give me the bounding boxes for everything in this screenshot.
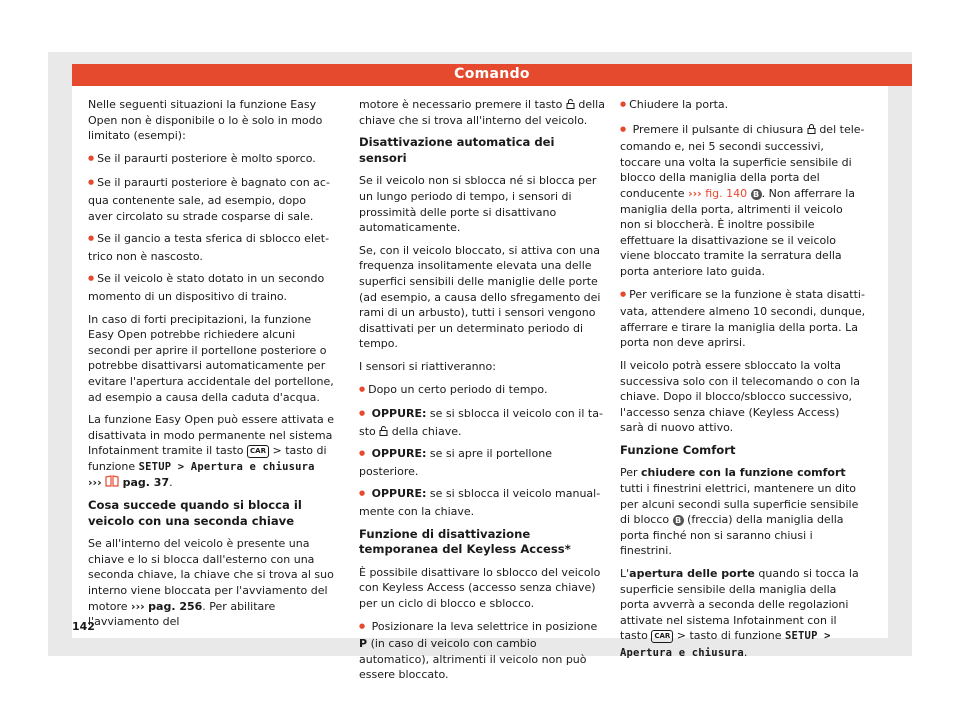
car-key-icon: CAR [247,445,269,458]
section-header [72,64,912,86]
intro-paragraph: Nelle seguenti situazioni la funzione Easy Open non è disponibile o lo è solo in modo limitato (esempi): [88,98,323,143]
text-column-3 [620,97,866,669]
book-icon [105,475,119,487]
rain-paragraph: In caso di forti precipitazioni, la funzione Easy Open potrebbe richiedere alcuni secondi per aprire il portellone posteriore o potrebbe disattivarsi automaticamente per evitare l'apertura accidentale del portellone, ad esempio a causa della caduta d'acqua. [88,312,334,404]
list-item: ● Posizionare la leva selettrice in posizione P (in caso di veicolo con cambio automatico), altrimenti il veicolo non può essere bloccato. [359,619,605,683]
comfort-paragraph: Per chiudere con la funzione comfort tutti i finestrini elettrici, mantenere un dito per alcuni secondi sulla superficie sensibile di blocco B (freccia) della maniglia della porta finché non si saranno chiusi i finestrini. [620,466,859,558]
section-heading: Disattivazione automatica dei sensori [359,135,555,165]
reference-arrow: ››› [131,599,145,613]
sensors-paragraph: Se, con il veicolo bloccato, si attiva con una frequenza insolitamente elevata una delle superfici sensibili delle maniglie delle porte (ad esempio, a causa dello sfregamento dei rami di un arbusto), tutti i sensori vengono disattivati per un determinato periodo di tempo. [359,243,601,351]
reactivate-paragraph: I sensori si riattiveranno: [359,359,496,373]
continued-paragraph: motore è necessario premere il tasto della chiave che si trova all'interno del veicolo. [359,98,605,127]
menu-path: SETUP > Apertura e chiusura [138,460,315,473]
menu-path: SETUP > Apertura e chiusura [620,630,831,659]
list-item: ● Chiudere la porta. [620,97,866,115]
page-reference[interactable]: pag. 256 [148,599,203,613]
list-item: ● OPPURE: se si apre il portellone posteriore. [359,446,605,479]
page-reference[interactable]: pag. 37 [122,476,170,490]
section-heading: Funzione di disattivazione temporanea del Keyless Access* [359,526,571,557]
text-column-1 [88,97,334,637]
lock-icon [807,124,816,134]
callout-b-badge: B [673,515,684,526]
unlock-icon [566,99,575,109]
reference-arrow: ››› [688,186,702,200]
page-number: 142 [72,620,95,633]
list-item: ● OPPURE: se si sblocca il veicolo manualmente con la chiave. [359,486,605,519]
section-heading: Cosa succede quando si blocca il veicolo con una seconda chiave [88,498,302,528]
temp-paragraph: È possibile disattivare lo sblocco del veicolo con Keyless Access (accesso senza chiave) per un ciclo di blocco e sblocco. [359,565,601,611]
list-item: ● Dopo un certo periodo di tempo. [359,382,605,400]
car-key-icon: CAR [651,630,673,643]
section-title: Comando [454,66,530,82]
reference-arrow: ››› [88,476,102,490]
open-paragraph: L'apertura delle porte quando si tocca la superficie sensibile della maniglia della porta avverrà a seconda delle regolazioni attivate nel sistema Infotainment con il tasto CAR > tasto di funzione SETUP > Apertura e chiusura. [620,567,859,659]
auto-paragraph: Se il veicolo non si sblocca né si blocca per un lungo periodo di tempo, i sensori di prossimità delle porte si disattivano automaticamente. [359,174,597,235]
text-column-2 [359,97,605,690]
callout-b-badge: B [751,189,762,200]
unlock-icon [379,426,388,436]
list-item: ● Se il paraurti posteriore è molto sporco. [88,151,334,169]
list-item: ● Se il gancio a testa sferica di sblocco elettrico non è nascosto. [88,231,334,264]
list-item: ● Se il paraurti posteriore è bagnato con acqua contenente sale, ad esempio, dopo aver circolato su strade cosparse di sale. [88,175,334,224]
activate-paragraph: La funzione Easy Open può essere attivata e disattivata in modo permanente nel sistema Infotainment tramite il tasto CAR > tasto di funzione SETUP > Apertura e chiusura ››› pag. 37. [88,413,334,490]
unlock-paragraph: Il veicolo potrà essere sbloccato la volta successiva solo con il telecomando o con la chiave. Dopo il blocco/sblocco successivo, l'accesso senza chiave (Keyless Access) sarà di nuovo attivo. [620,358,861,435]
list-item: ● Premere il pulsante di chiusura del telecomando e, nei 5 secondi successivi, toccare una volta la superficie sensibile di blocco della maniglia della porta del conducente ››› fig. 140 B . Non afferrare la maniglia della porta, altrimenti il veicolo non si bloccherà. È inoltre possibile effettuare la disattivazione se il veicolo viene bloccato tramite la serratura della porta anteriore lato guida. [620,122,866,280]
figure-reference[interactable]: fig. 140 [705,186,748,200]
list-item: ● Per verificare se la funzione è stata disattivata, attendere almeno 10 secondi, dunque, afferrare e tirare la maniglia della porta. La porta non deve aprirsi. [620,287,866,351]
second-key-paragraph: Se all'interno del veicolo è presente una chiave e lo si blocca dall'esterno con una seconda chiave, la chiave che si trova al suo interno viene bloccata per l'avviamento del motore ››› pag. 256. Per abilitare l'avviamento del [88,537,334,629]
list-item: ● Se il veicolo è stato dotato in un secondo momento di un dispositivo di traino. [88,271,334,304]
list-item: ● OPPURE: se si sblocca il veicolo con il tasto della chiave. [359,406,605,439]
section-heading: Funzione Comfort [620,442,736,457]
